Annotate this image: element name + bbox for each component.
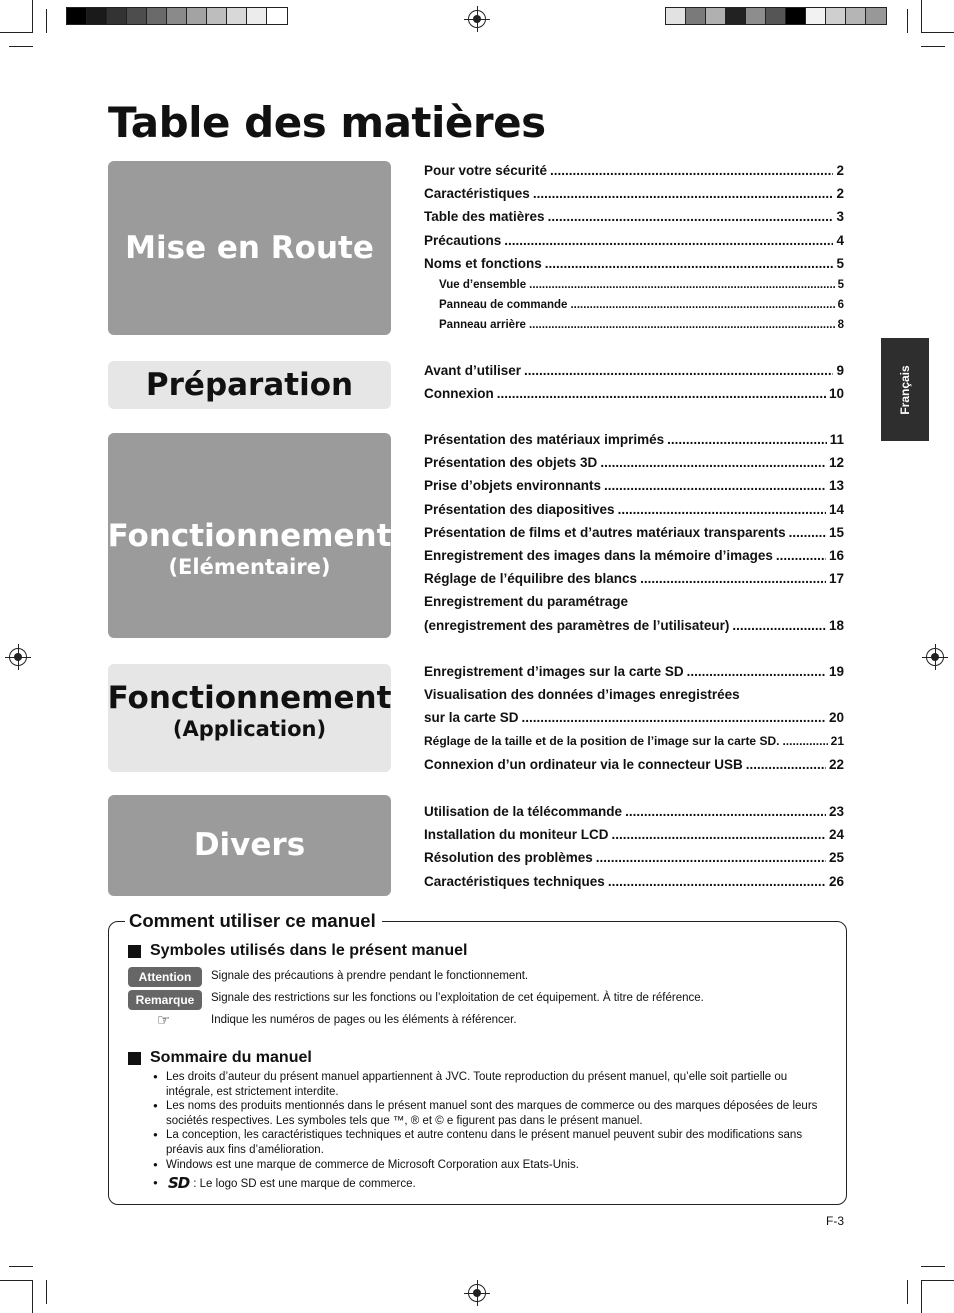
- section-title: Préparation: [145, 366, 354, 403]
- toc-entry-label: Présentation des diapositives: [424, 501, 615, 517]
- toc-entry-label: Caractéristiques: [424, 186, 530, 202]
- toc-entry: [424, 182, 844, 205]
- toc-entry-page: 10: [828, 386, 844, 402]
- color-swatch: [666, 8, 686, 24]
- color-swatch: [826, 8, 846, 24]
- color-swatch: [227, 8, 247, 24]
- color-swatch: [686, 8, 706, 24]
- toc-entry-label: Vue d’ensemble: [439, 278, 527, 291]
- color-swatch: [806, 8, 826, 24]
- summary-heading: [128, 1049, 312, 1067]
- toc-entry: [424, 567, 844, 590]
- toc-leader-dots: [625, 800, 826, 823]
- toc-entry-label: Présentation de films et d’autres matériaux transparents: [424, 524, 786, 540]
- toc-leader-dots: [608, 870, 826, 893]
- toc-entry: [424, 544, 844, 567]
- section-subtitle: (Elémentaire): [168, 554, 331, 579]
- toc-entry-label: Panneau de commande: [439, 298, 568, 311]
- toc-leader-dots: [522, 706, 826, 729]
- toc-leader-dots: [570, 295, 834, 315]
- symbols-heading: [128, 942, 467, 960]
- toc-leader-dots: [504, 229, 833, 252]
- toc-entry-page: 2: [836, 163, 844, 178]
- toc-list-fonctionnement-elementaire: [424, 428, 844, 637]
- toc-entry-label: Table des matières: [424, 209, 545, 225]
- toc-entry-page: 21: [830, 733, 844, 748]
- toc-entry-label: Précautions: [424, 232, 502, 248]
- color-swatch: [766, 8, 786, 24]
- toc-entry-label: (enregistrement des paramètres de l’utilisateur): [424, 617, 730, 633]
- toc-entry: [424, 252, 844, 275]
- toc-entry: [424, 315, 844, 335]
- toc-entry-page: 20: [828, 710, 844, 726]
- symbols-heading-text: Symboles utilisés dans le présent manuel: [150, 942, 468, 959]
- toc-entry-page: 5: [836, 255, 844, 271]
- toc-entry-label: Enregistrement du paramétrage: [424, 594, 629, 610]
- toc-entry: [424, 590, 844, 613]
- summary-bullet: ● Les noms des produits mentionnés dans le présent manuel sont des marques de commerce ou des marques déposées de leurs sociétés respectives. Les symboles tels que ™, ® et © e figurent pas dans le présent manuel.: [153, 1099, 833, 1128]
- attention-description: Signale des précautions à prendre pendant le fonctionnement.: [211, 970, 529, 982]
- toc-leader-dots: [550, 159, 833, 182]
- toc-entry-page: 18: [828, 617, 844, 633]
- color-swatch: [746, 8, 766, 24]
- color-swatch: [107, 8, 127, 24]
- toc-entry-label: Présentation des matériaux imprimés: [424, 432, 665, 447]
- color-swatch: [187, 8, 207, 24]
- section-fonctionnement-elementaire: [108, 433, 391, 638]
- color-swatch: [67, 8, 87, 24]
- toc-entry-label: Connexion: [424, 386, 494, 402]
- toc-leader-dots: [596, 846, 826, 869]
- toc-list-mise-en-route: [424, 159, 844, 335]
- toc-entry-page: 14: [828, 501, 844, 517]
- toc-entry-label: Connexion d’un ordinateur via le connecteur USB: [424, 756, 743, 772]
- square-bullet-icon: [128, 945, 141, 958]
- color-swatch: [706, 8, 726, 24]
- page-title: Table des matières: [108, 98, 546, 147]
- toc-entry-page: 24: [828, 827, 844, 843]
- toc-entry-label: Avant d’utiliser: [424, 363, 522, 378]
- toc-entry: [424, 498, 844, 521]
- toc-entry-page: 19: [828, 664, 844, 679]
- manual-usage-box: [108, 910, 847, 1205]
- color-swatch: [846, 8, 866, 24]
- section-preparation: [108, 361, 391, 409]
- language-tab-label: Français: [898, 364, 912, 415]
- toc-leader-dots: [776, 544, 826, 567]
- toc-entry-page: 13: [828, 478, 844, 494]
- toc-entry-page: 8: [837, 318, 844, 331]
- toc-entry: [424, 428, 844, 451]
- language-tab: [881, 338, 929, 441]
- sd-logo-text: : Le logo SD est une marque de commerce.: [193, 1178, 416, 1191]
- summary-bullets: [153, 1070, 833, 1192]
- toc-entry: [424, 159, 844, 182]
- toc-entry-label: Visualisation des données d’images enregistrées: [424, 687, 740, 703]
- toc-entry-label: Enregistrement d’images sur la carte SD: [424, 664, 684, 679]
- toc-entry: [424, 730, 844, 753]
- square-bullet-icon: [128, 1052, 141, 1065]
- color-swatch: [866, 8, 886, 24]
- toc-entry: [424, 451, 844, 474]
- remarque-description: Signale des restrictions sur les fonctions ou l’exploitation de cet équipement. À titre de référence.: [211, 992, 704, 1004]
- toc-leader-dots: [612, 823, 826, 846]
- sd-logo-icon: SD: [168, 1174, 190, 1193]
- toc-entry-label: Caractéristiques techniques: [424, 873, 605, 889]
- color-swatch: [87, 8, 107, 24]
- section-title: Mise en Route: [125, 229, 374, 266]
- toc-entry-page: 11: [829, 432, 844, 447]
- remarque-badge: Remarque: [128, 990, 202, 1010]
- toc-leader-dots: [732, 614, 826, 637]
- color-swatch: [267, 8, 287, 24]
- toc-leader-dots: [529, 275, 834, 295]
- toc-entry-page: 22: [828, 756, 844, 772]
- toc-entry: [424, 229, 844, 252]
- manual-usage-title: Comment utiliser ce manuel: [125, 910, 382, 932]
- section-divers: [108, 795, 391, 896]
- toc-leader-dots: [545, 252, 834, 275]
- summary-bullet-sd: [153, 1176, 833, 1192]
- summary-bullet: ● Windows est une marque de commerce de Microsoft Corporation aux Etats-Unis.: [153, 1158, 833, 1173]
- section-title: Fonctionnement: [107, 518, 392, 555]
- toc-entry: [424, 800, 844, 823]
- toc-entry: [424, 706, 844, 729]
- color-swatch: [207, 8, 227, 24]
- toc-entry-page: 16: [828, 547, 844, 563]
- toc-entry-label: Installation du moniteur LCD: [424, 827, 609, 843]
- toc-leader-dots: [533, 182, 834, 205]
- toc-leader-dots: [789, 521, 826, 544]
- toc-entry-page: 2: [836, 186, 844, 202]
- toc-entry-label: Prise d’objets environnants: [424, 478, 602, 494]
- toc-entry: [424, 683, 844, 706]
- toc-entry: [424, 614, 844, 637]
- color-swatch: [726, 8, 746, 24]
- toc-leader-dots: [687, 660, 826, 683]
- summary-bullet: ● La conception, les caractéristiques techniques et autre contenu dans le présent manuel peuvent subir des modifications sans préavis aux fins d’amélioration.: [153, 1128, 833, 1157]
- section-fonctionnement-application: [108, 664, 391, 772]
- color-bar-left: [66, 7, 288, 25]
- toc-entry: [424, 359, 844, 382]
- toc-entry-label: Pour votre sécurité: [424, 163, 548, 178]
- toc-leader-dots: [604, 474, 826, 497]
- toc-list-fonctionnement-application: [424, 660, 844, 776]
- page-number: F-3: [826, 1214, 844, 1228]
- toc-list-divers: [424, 800, 844, 893]
- color-swatch: [127, 8, 147, 24]
- section-title: Divers: [193, 827, 306, 864]
- toc-entry-page: 23: [828, 804, 844, 819]
- toc-entry: [424, 275, 844, 295]
- toc-leader-dots: [746, 753, 826, 776]
- toc-entry-page: 5: [837, 278, 844, 291]
- toc-entry: [424, 823, 844, 846]
- toc-entry-page: 15: [828, 524, 844, 540]
- toc-list-preparation: [424, 359, 844, 405]
- toc-entry-label: Noms et fonctions: [424, 255, 542, 271]
- toc-entry-label: sur la carte SD: [424, 710, 519, 726]
- toc-entry-page: 4: [836, 232, 844, 248]
- attention-badge: Attention: [128, 967, 202, 987]
- toc-entry-page: 17: [828, 571, 844, 587]
- toc-entry-label: Utilisation de la télécommande: [424, 804, 623, 819]
- color-swatch: [247, 8, 267, 24]
- toc-entry-label: Présentation des objets 3D: [424, 455, 598, 471]
- toc-entry-page: 6: [837, 298, 844, 311]
- toc-leader-dots: [529, 315, 835, 335]
- toc-leader-dots: [667, 428, 827, 451]
- toc-entry-label: Enregistrement des images dans la mémoire d’images: [424, 547, 773, 563]
- section-title: Fonctionnement: [107, 680, 392, 716]
- toc-entry: [424, 753, 844, 776]
- toc-entry: [424, 846, 844, 869]
- toc-entry: [424, 295, 844, 315]
- toc-leader-dots: [600, 451, 826, 474]
- color-swatch: [786, 8, 806, 24]
- toc-leader-dots: [618, 498, 826, 521]
- toc-entry: [424, 521, 844, 544]
- toc-entry: [424, 382, 844, 405]
- toc-entry-label: Réglage de l’équilibre des blancs: [424, 571, 638, 587]
- toc-leader-dots: [524, 359, 833, 382]
- toc-entry-page: 9: [836, 363, 844, 378]
- color-swatch: [167, 8, 187, 24]
- toc-entry: [424, 205, 844, 228]
- reference-description: Indique les numéros de pages ou les éléments à référencer.: [211, 1014, 517, 1026]
- toc-entry: [424, 660, 844, 683]
- toc-leader-dots: [782, 730, 827, 753]
- toc-entry-page: 25: [828, 850, 844, 866]
- section-mise-en-route: [108, 161, 391, 335]
- summary-bullet: ● Les droits d’auteur du présent manuel appartiennent à JVC. Toute reproduction du présent manuel, qu’elle soit partielle ou intégrale, est strictement interdite.: [153, 1070, 833, 1099]
- toc-entry-page: 26: [828, 873, 844, 889]
- toc-leader-dots: [640, 567, 826, 590]
- toc-entry-label: Réglage de la taille et de la position de l’image sur la carte SD.: [424, 733, 780, 748]
- summary-heading-text: Sommaire du manuel: [150, 1049, 312, 1066]
- toc-entry-label: Résolution des problèmes: [424, 850, 593, 866]
- toc-entry-page: 12: [828, 455, 844, 471]
- section-subtitle: (Application): [172, 716, 327, 741]
- toc-entry-page: 3: [836, 209, 844, 225]
- pointing-hand-icon: ☞: [157, 1012, 171, 1029]
- toc-leader-dots: [548, 205, 834, 228]
- toc-entry-label: Panneau arrière: [439, 318, 526, 331]
- toc-leader-dots: [497, 382, 826, 405]
- color-bar-right: [665, 7, 887, 25]
- toc-entry: [424, 474, 844, 497]
- toc-entry: [424, 870, 844, 893]
- color-swatch: [147, 8, 167, 24]
